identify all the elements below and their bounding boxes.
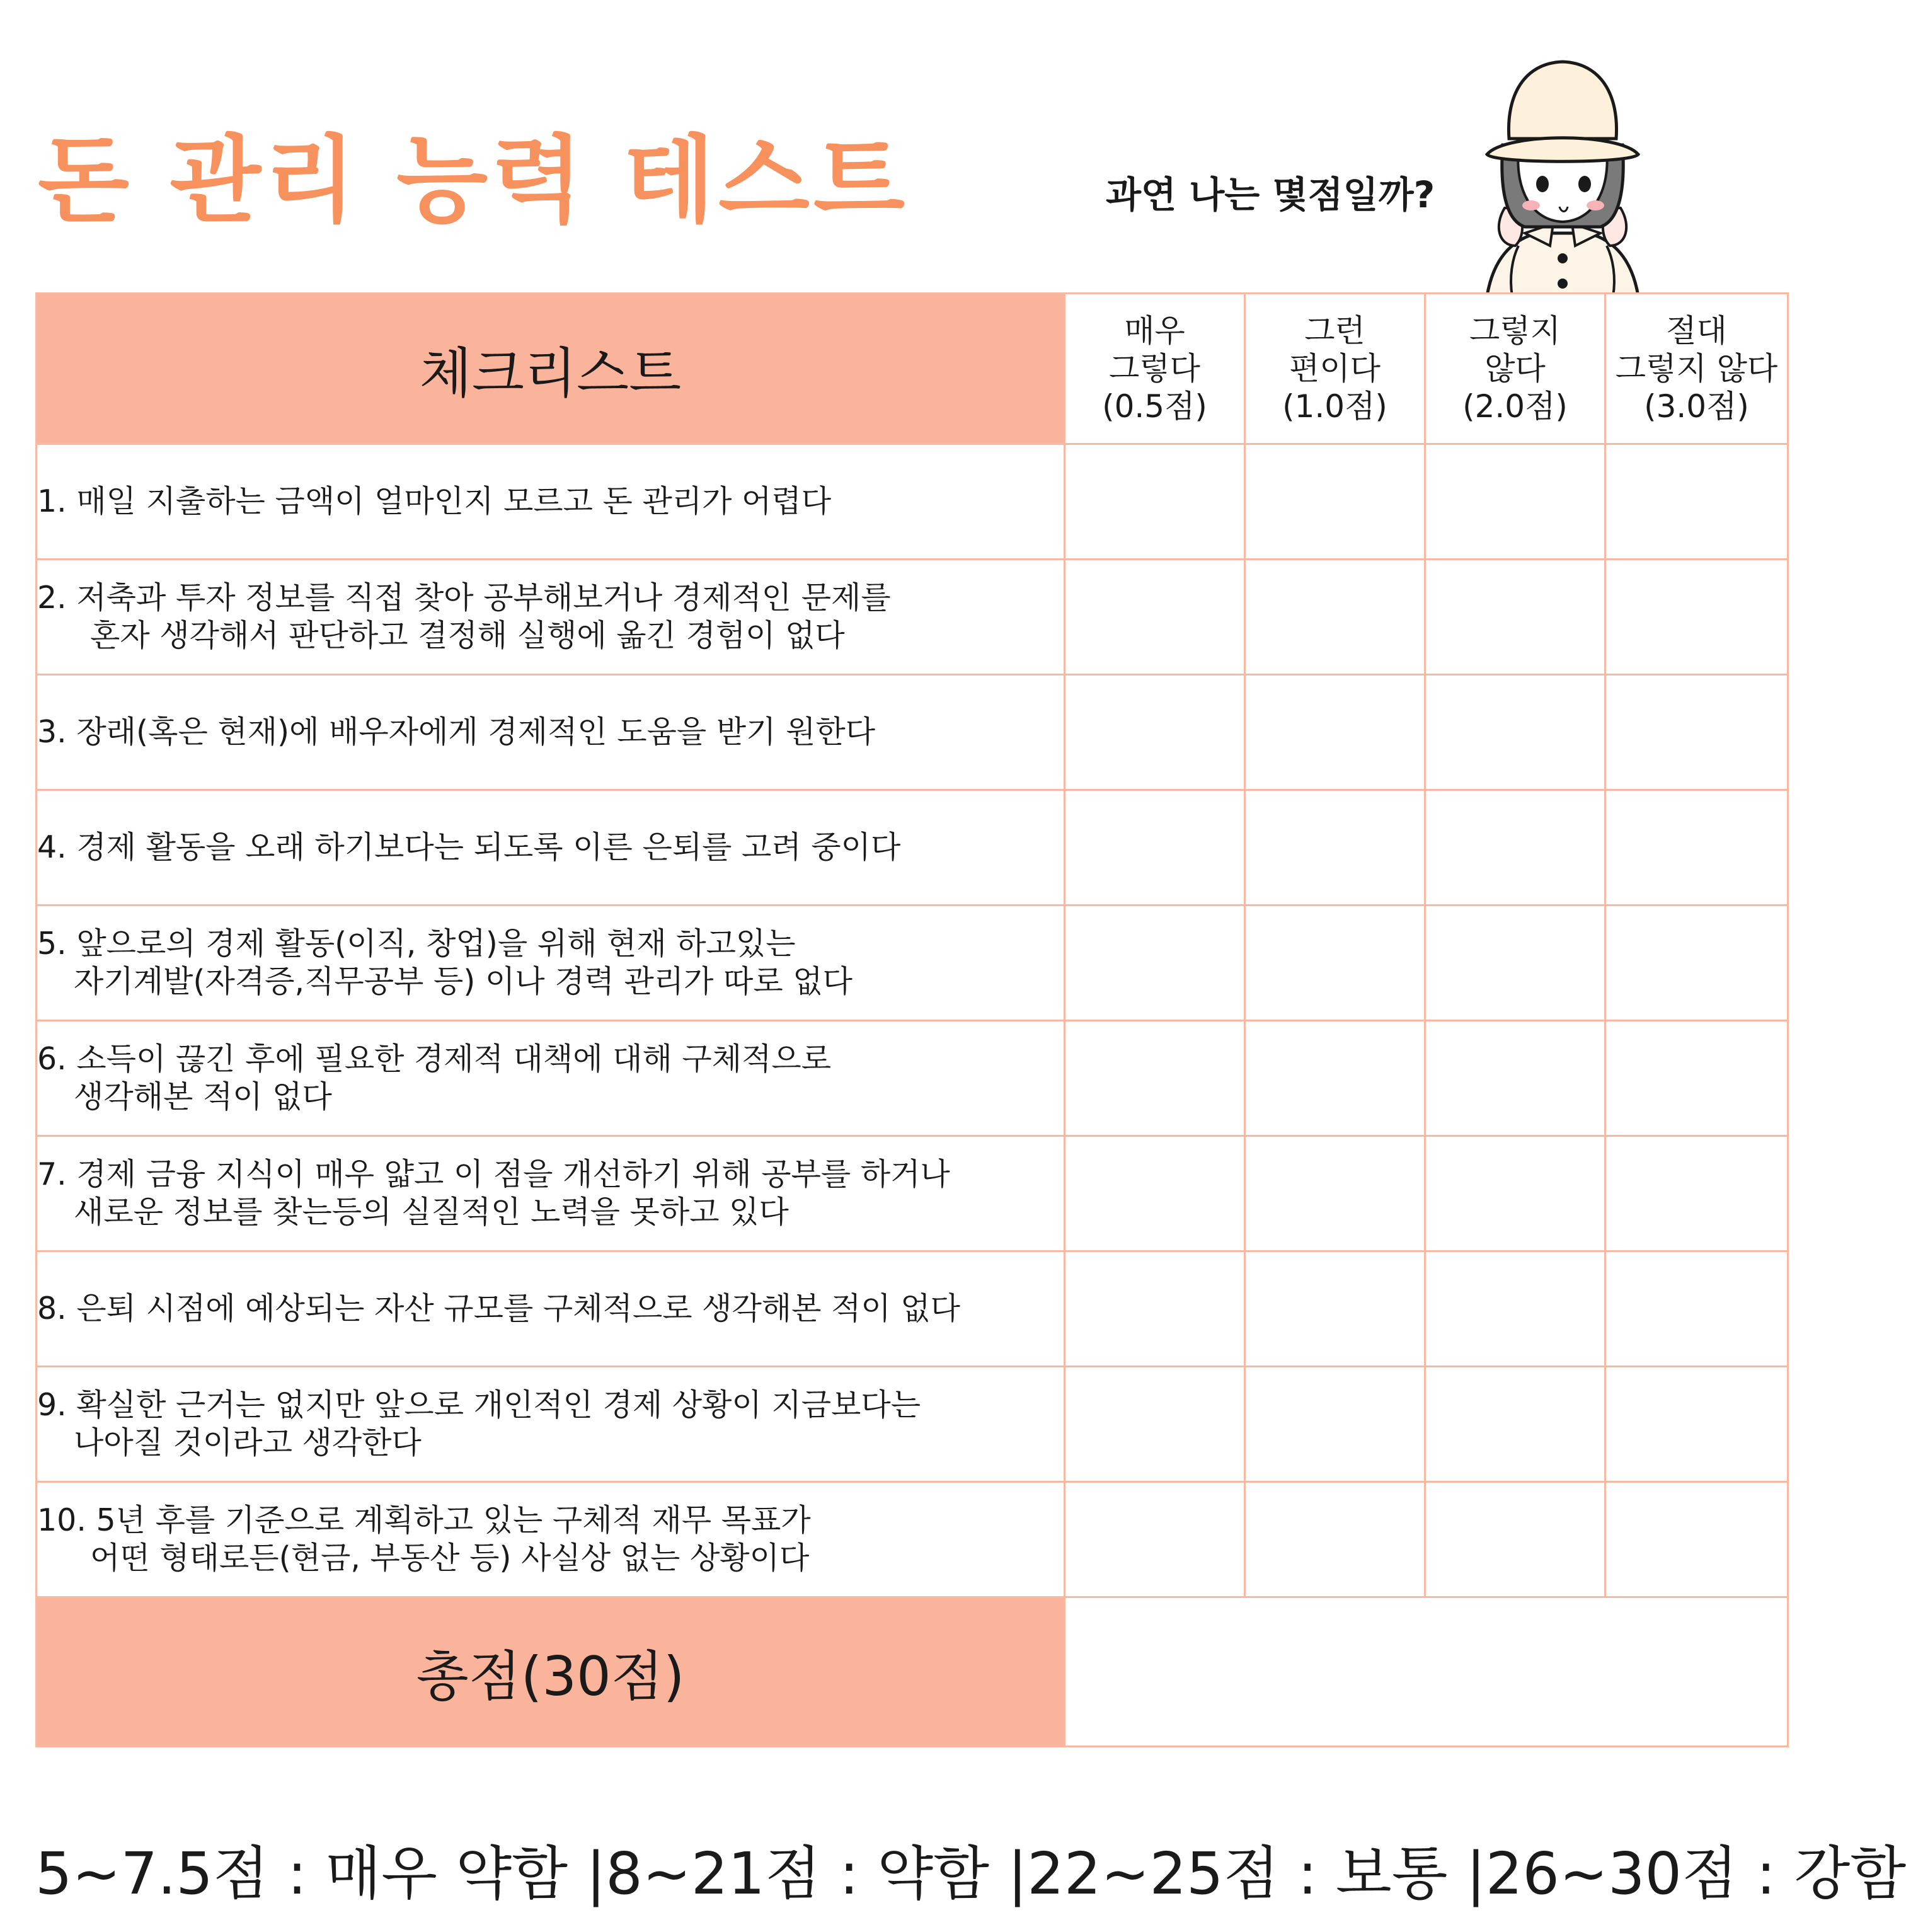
answer-cell-never[interactable] bbox=[1605, 790, 1788, 906]
answer-cell-somewhat-yes[interactable] bbox=[1245, 675, 1425, 790]
legend-weak: 8~21점 : 약함 | bbox=[606, 1840, 1028, 1907]
table-row bbox=[37, 1482, 1788, 1597]
answer-cell-no[interactable] bbox=[1425, 790, 1605, 906]
question-3: 3. 장래(혹은 현재)에 배우자에게 경제적인 도움을 받기 원한다 bbox=[37, 675, 1065, 790]
question-6: 6. 소득이 끊긴 후에 필요한 경제적 대책에 대해 구체적으로 생각해본 적이 없다 bbox=[37, 1021, 1065, 1136]
answer-cell-very-yes[interactable] bbox=[1065, 675, 1245, 790]
column-header-somewhat-yes: 그런 편이다 (1.0점) bbox=[1245, 294, 1425, 444]
question-1: 1. 매일 지출하는 금액이 얼마인지 모르고 돈 관리가 어렵다 bbox=[37, 444, 1065, 560]
answer-cell-never[interactable] bbox=[1605, 1251, 1788, 1367]
table-row bbox=[37, 1136, 1788, 1251]
total-score-label: 총점(30점) bbox=[37, 1597, 1065, 1747]
page-subtitle: 과연 나는 몇점일까? bbox=[1106, 173, 1435, 216]
table-row bbox=[37, 1021, 1788, 1136]
answer-cell-very-yes[interactable] bbox=[1065, 1482, 1245, 1597]
answer-cell-never[interactable] bbox=[1605, 1136, 1788, 1251]
answer-cell-no[interactable] bbox=[1425, 1136, 1605, 1251]
girl-character-illustration bbox=[1449, 19, 1676, 296]
total-score-value[interactable] bbox=[1065, 1597, 1788, 1747]
answer-cell-somewhat-yes[interactable] bbox=[1245, 1482, 1425, 1597]
total-row bbox=[37, 1597, 1788, 1747]
answer-cell-no[interactable] bbox=[1425, 1021, 1605, 1136]
answer-cell-very-yes[interactable] bbox=[1065, 444, 1245, 560]
answer-cell-no[interactable] bbox=[1425, 1251, 1605, 1367]
page-title: 돈 관리 능력 테스트 bbox=[38, 126, 909, 236]
answer-cell-very-yes[interactable] bbox=[1065, 1251, 1245, 1367]
question-8: 8. 은퇴 시점에 예상되는 자산 규모를 구체적으로 생각해본 적이 없다 bbox=[37, 1251, 1065, 1367]
column-header-no: 그렇지 않다 (2.0점) bbox=[1425, 294, 1605, 444]
answer-cell-somewhat-yes[interactable] bbox=[1245, 444, 1425, 560]
answer-cell-no[interactable] bbox=[1425, 444, 1605, 560]
column-header-very-yes: 매우 그렇다 (0.5점) bbox=[1065, 294, 1245, 444]
table-row bbox=[37, 675, 1788, 790]
question-10: 10. 5년 후를 기준으로 계획하고 있는 구체적 재무 목표가 어떤 형태로든(현금, 부동산 등) 사실상 없는 상황이다 bbox=[37, 1482, 1065, 1597]
answer-cell-never[interactable] bbox=[1605, 444, 1788, 560]
answer-cell-no[interactable] bbox=[1425, 906, 1605, 1021]
table-row bbox=[37, 1367, 1788, 1482]
answer-cell-never[interactable] bbox=[1605, 1482, 1788, 1597]
legend-strong: 26~30점 : 강함 bbox=[1485, 1840, 1906, 1907]
answer-cell-never[interactable] bbox=[1605, 906, 1788, 1021]
answer-cell-never[interactable] bbox=[1605, 1367, 1788, 1482]
answer-cell-somewhat-yes[interactable] bbox=[1245, 1136, 1425, 1251]
answer-cell-somewhat-yes[interactable] bbox=[1245, 1251, 1425, 1367]
answer-cell-never[interactable] bbox=[1605, 1021, 1788, 1136]
question-4: 4. 경제 활동을 오래 하기보다는 되도록 이른 은퇴를 고려 중이다 bbox=[37, 790, 1065, 906]
table-row bbox=[37, 560, 1788, 675]
table-row bbox=[37, 444, 1788, 560]
answer-cell-no[interactable] bbox=[1425, 560, 1605, 675]
legend-normal: 22~25점 : 보통 | bbox=[1027, 1840, 1486, 1907]
answer-cell-somewhat-yes[interactable] bbox=[1245, 1367, 1425, 1482]
table-row bbox=[37, 906, 1788, 1021]
table-row bbox=[37, 790, 1788, 906]
question-7: 7. 경제 금융 지식이 매우 얇고 이 점을 개선하기 위해 공부를 하거나 새로운 정보를 찾는등의 실질적인 노력을 못하고 있다 bbox=[37, 1136, 1065, 1251]
question-5: 5. 앞으로의 경제 활동(이직, 창업)을 위해 현재 하고있는 자기계발(자격증,직무공부 등) 이나 경력 관리가 따로 없다 bbox=[37, 906, 1065, 1021]
answer-cell-very-yes[interactable] bbox=[1065, 906, 1245, 1021]
checklist-header: 체크리스트 bbox=[37, 294, 1065, 444]
table-header-row bbox=[37, 294, 1788, 444]
answer-cell-very-yes[interactable] bbox=[1065, 1367, 1245, 1482]
answer-cell-no[interactable] bbox=[1425, 1367, 1605, 1482]
legend-very-weak: 5~7.5점 : 매우 약함 | bbox=[35, 1840, 606, 1907]
answer-cell-somewhat-yes[interactable] bbox=[1245, 1021, 1425, 1136]
table-row bbox=[37, 1251, 1788, 1367]
answer-cell-somewhat-yes[interactable] bbox=[1245, 906, 1425, 1021]
question-9: 9. 확실한 근거는 없지만 앞으로 개인적인 경제 상황이 지금보다는 나아질 것이라고 생각한다 bbox=[37, 1367, 1065, 1482]
answer-cell-very-yes[interactable] bbox=[1065, 1021, 1245, 1136]
answer-cell-very-yes[interactable] bbox=[1065, 560, 1245, 675]
question-2: 2. 저축과 투자 정보를 직접 찾아 공부해보거나 경제적인 문제를 혼자 생각해서 판단하고 결정해 실행에 옮긴 경험이 없다 bbox=[37, 560, 1065, 675]
answer-cell-somewhat-yes[interactable] bbox=[1245, 560, 1425, 675]
answer-cell-never[interactable] bbox=[1605, 560, 1788, 675]
column-header-never: 절대 그렇지 않다 (3.0점) bbox=[1605, 294, 1788, 444]
answer-cell-very-yes[interactable] bbox=[1065, 1136, 1245, 1251]
answer-cell-no[interactable] bbox=[1425, 675, 1605, 790]
answer-cell-very-yes[interactable] bbox=[1065, 790, 1245, 906]
answer-cell-never[interactable] bbox=[1605, 675, 1788, 790]
checklist-table bbox=[35, 292, 1789, 1747]
score-legend bbox=[35, 1827, 1906, 1911]
answer-cell-no[interactable] bbox=[1425, 1482, 1605, 1597]
answer-cell-somewhat-yes[interactable] bbox=[1245, 790, 1425, 906]
